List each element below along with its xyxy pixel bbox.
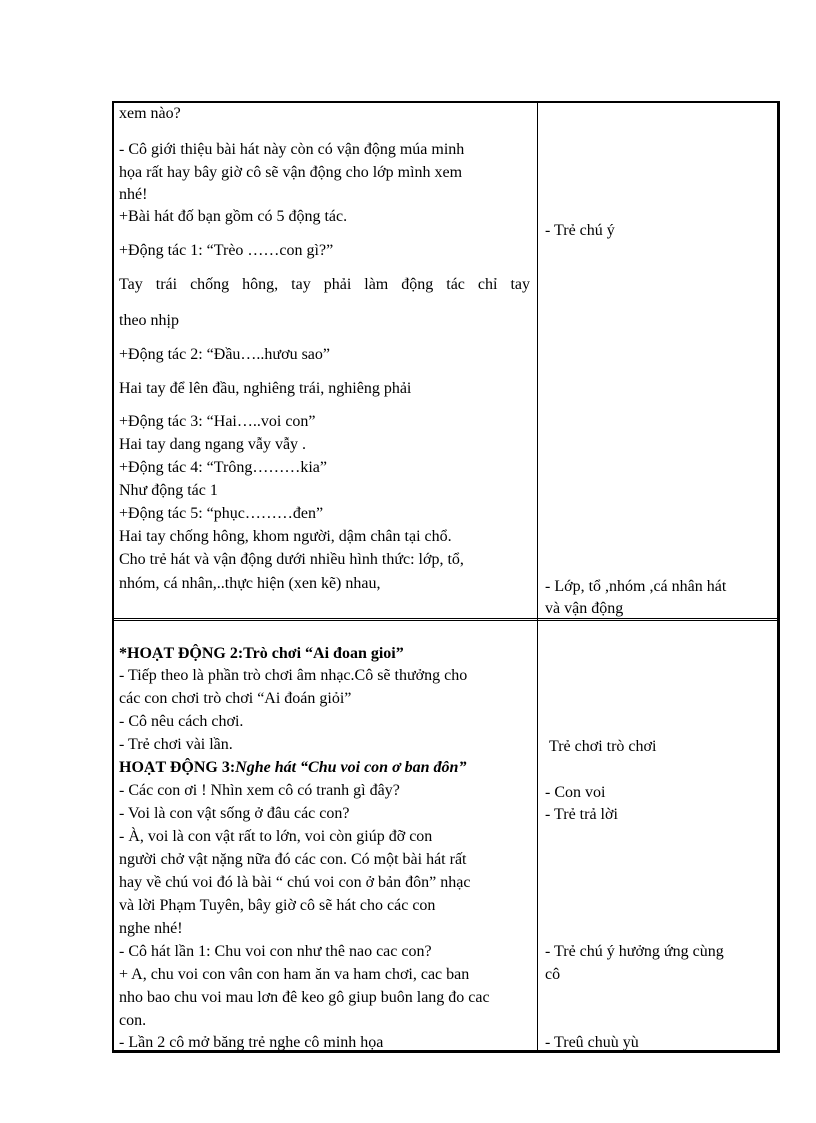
- section-heading: [119, 757, 466, 779]
- left-line: - Cô hát lần 1: Chu voi con như thê nao cac con?: [119, 943, 432, 960]
- left-line: Tay trái chống hông, tay phải làm động tác chỉ tay: [119, 276, 530, 293]
- right-line: - Treû chuù yù: [545, 1034, 639, 1051]
- right-line: Trẻ chơi trò chơi: [549, 738, 657, 755]
- left-line: Hai tay để lên đầu, nghiêng trái, nghiêng phải: [119, 380, 412, 397]
- left-line: +Động tác 2: “Đầu…..hươu sao”: [119, 346, 330, 363]
- right-line: - Trẻ chú ý: [545, 222, 615, 239]
- left-line: +Bài hát đố bạn gồm có 5 động tác.: [119, 208, 348, 225]
- left-line: nhóm, cá nhân,..thực hiện (xen kẽ) nhau,: [119, 575, 381, 592]
- left-line: - Lần 2 cô mở băng trẻ nghe cô minh họa: [119, 1034, 384, 1051]
- left-line: và lời Phạm Tuyên, bây giờ cô sẽ hát cho các con: [119, 897, 436, 914]
- left-line: +Động tác 3: “Hai…..voi con”: [119, 413, 316, 430]
- section-heading-label: HOẠT ĐỘNG 3:: [119, 759, 236, 776]
- left-line: Như động tác 1: [119, 482, 218, 499]
- left-line: - Tiếp theo là phần trò chơi âm nhạc.Cô sẽ thưởng cho: [119, 667, 468, 684]
- left-line: Cho trẻ hát và vận động dưới nhiều hình thức: lớp, tổ,: [119, 551, 464, 568]
- left-line: - À, voi là con vật rất to lớn, voi còn giúp đỡ con: [119, 828, 433, 845]
- row-divider: [112, 618, 780, 621]
- left-line: nhé!: [119, 186, 148, 203]
- section-heading: *HOẠT ĐỘNG 2:Trò chơi “Ai đoan gioi”: [119, 645, 404, 662]
- left-line: + A, chu voi con vân con ham ăn va ham chơi, cac ban: [119, 966, 470, 983]
- left-line: nghe nhé!: [119, 920, 183, 937]
- right-line: - Lớp, tổ ,nhóm ,cá nhân hát: [545, 578, 727, 595]
- left-line: các con chơi trò chơi “Ai đoán giỏi”: [119, 690, 352, 707]
- right-line: - Con voi: [545, 784, 606, 801]
- left-line: +Động tác 1: “Trèo ……con gì?”: [119, 242, 334, 259]
- right-line: cô: [545, 966, 561, 983]
- left-line: xem nào?: [119, 105, 181, 122]
- section-heading-title: Nghe hát “Chu voi con ơ ban đôn”: [235, 759, 467, 776]
- left-line: +Động tác 4: “Trông………kia”: [119, 459, 327, 476]
- left-line: hay về chú voi đó là bài “ chú voi con ở bản đôn” nhạc: [119, 874, 471, 891]
- left-line: con.: [119, 1012, 147, 1029]
- left-line: họa rất hay bây giờ cô sẽ vận động cho lớp mình xem: [119, 164, 463, 181]
- left-line: - Cô giới thiệu bài hát này còn có vận động múa minh: [119, 141, 465, 158]
- left-line: - Các con ơi ! Nhìn xem cô có tranh gì đây?: [119, 782, 400, 799]
- right-line: - Trẻ trả lời: [545, 806, 618, 823]
- right-line: và vận động: [545, 600, 624, 617]
- left-line: người chở vật nặng nữa đó các con. Có một bài hát rất: [119, 851, 467, 868]
- right-line: - Trẻ chú ý hưởng ứng cùng: [545, 943, 724, 960]
- left-line: +Động tác 5: “phục………đen”: [119, 505, 324, 522]
- left-line: - Cô nêu cách chơi.: [119, 713, 244, 730]
- left-line: - Voi là con vật sống ở đâu các con?: [119, 805, 350, 822]
- left-line: - Trẻ chơi vài lần.: [119, 736, 233, 753]
- column-divider: [537, 101, 538, 1053]
- left-line: Hai tay chống hông, khom người, dậm chân tại chổ.: [119, 528, 452, 545]
- left-line: Hai tay dang ngang vẫy vẫy .: [119, 436, 307, 453]
- left-line: nho bao chu voi mau lơn đê keo gô giup buôn lang đo cac: [119, 989, 490, 1006]
- left-line: theo nhịp: [119, 312, 179, 329]
